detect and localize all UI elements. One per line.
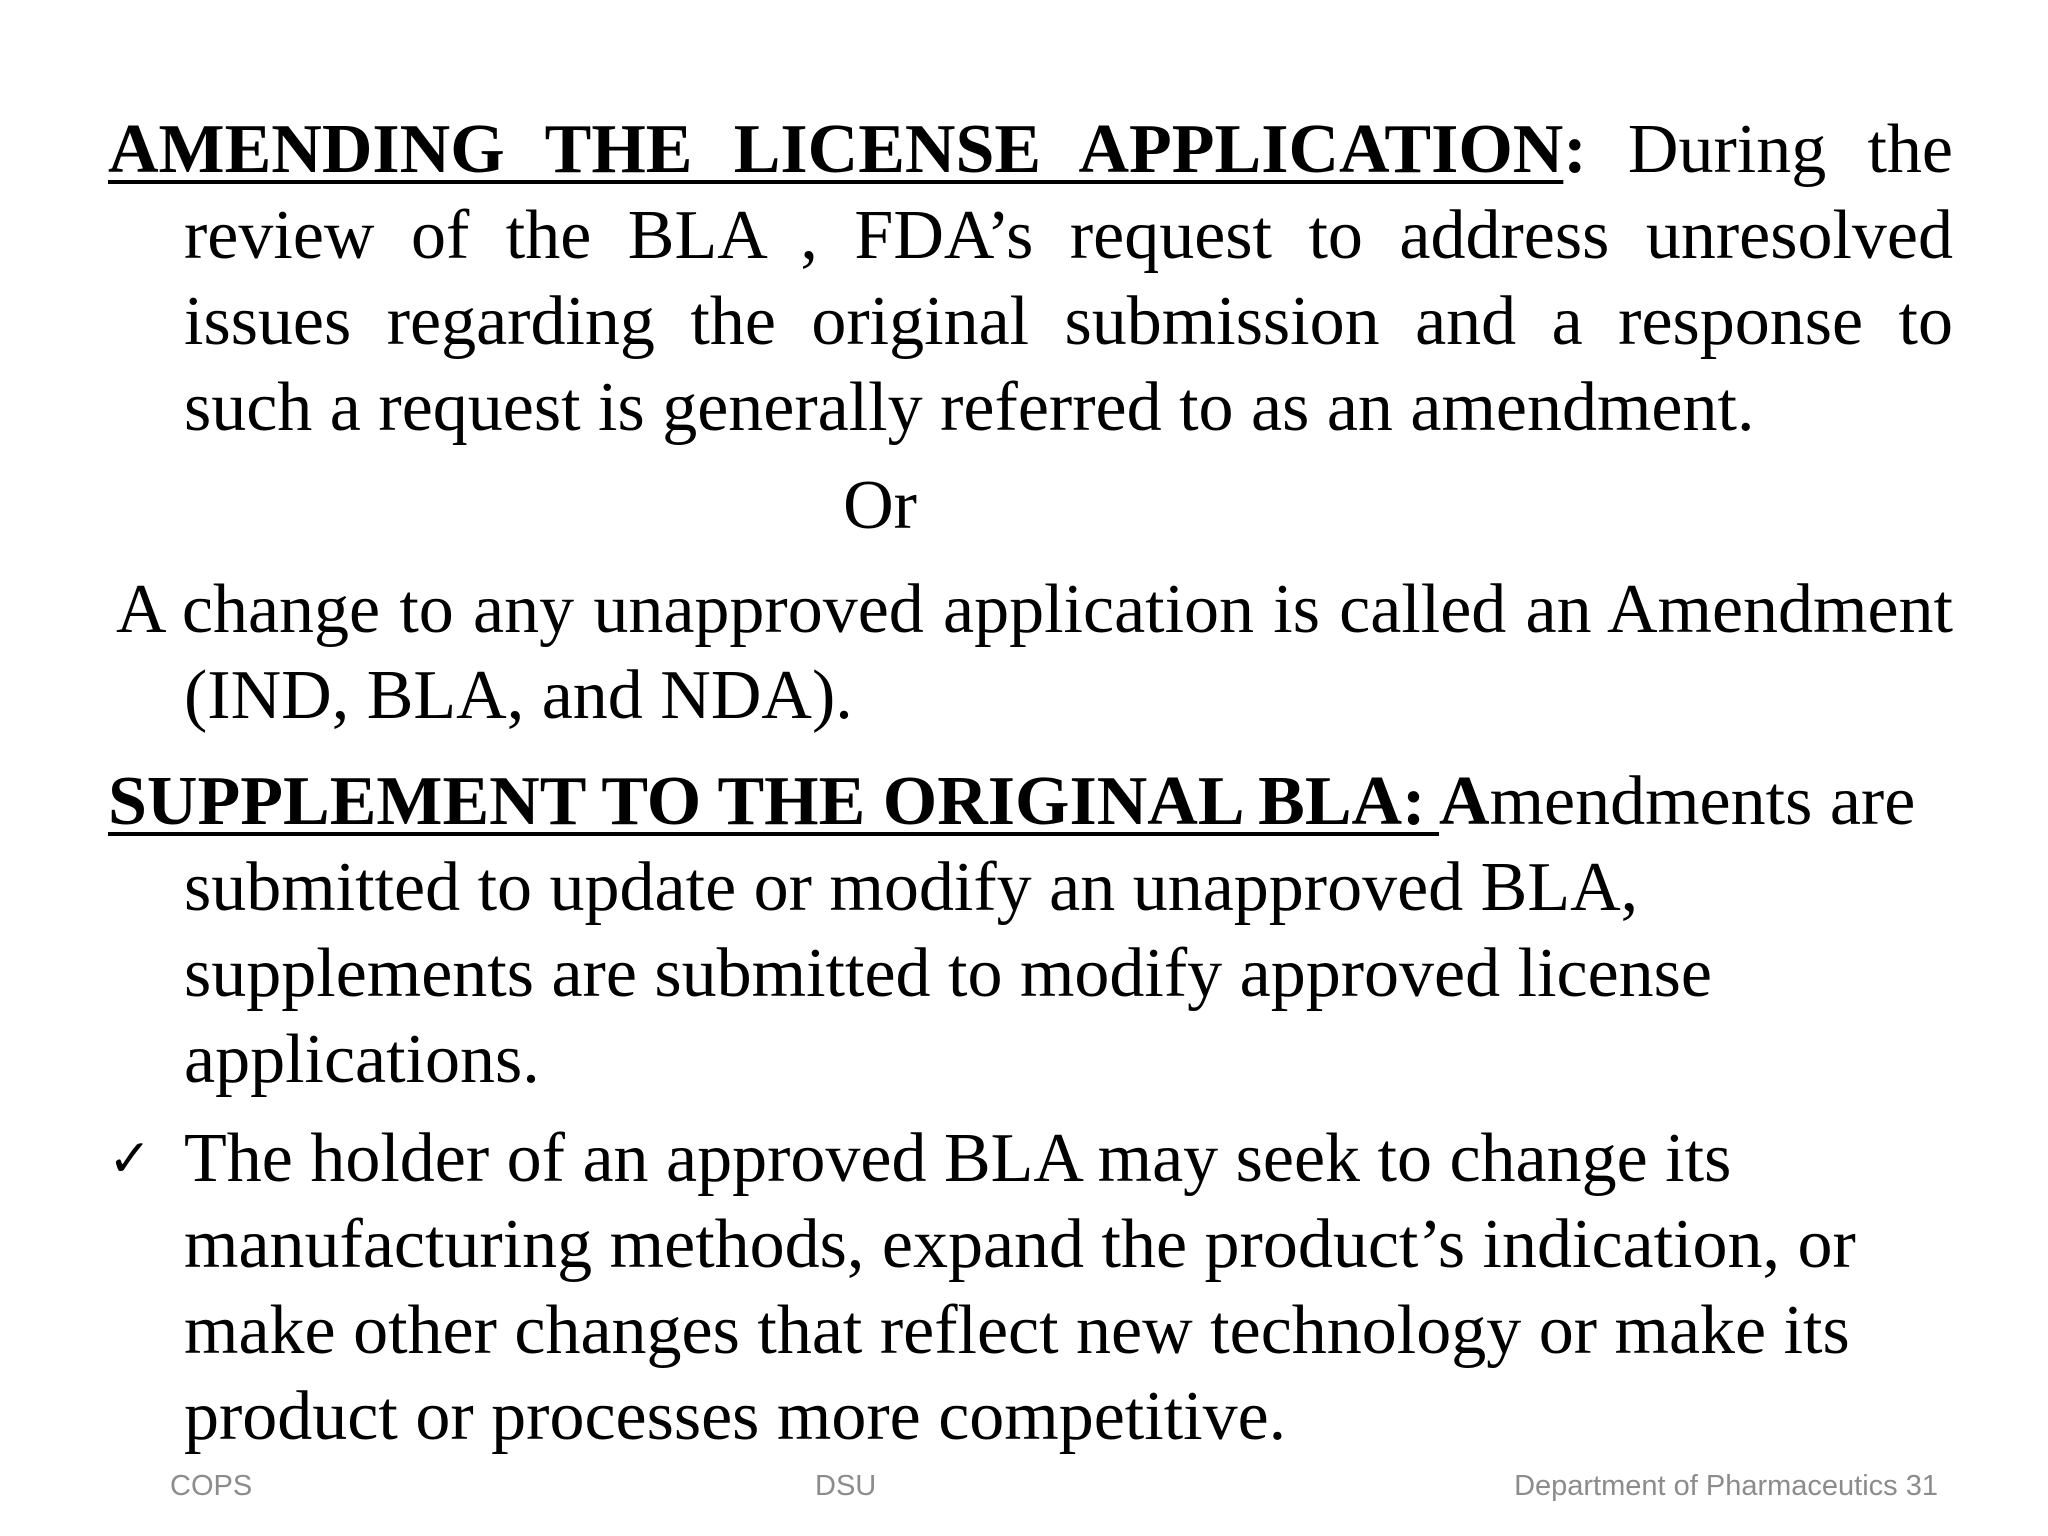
- checkmark-icon: ✓: [108, 1129, 152, 1189]
- change-paragraph: [108, 567, 1953, 739]
- supplement-text-first-letter: A: [1439, 763, 1490, 840]
- footer-center: DSU: [815, 1470, 877, 1502]
- bullet-item: [108, 1116, 1953, 1460]
- footer-left: COPS: [170, 1470, 253, 1502]
- amending-heading-colon: :: [1563, 111, 1587, 188]
- footer-right: Department of Pharmaceutics 31: [1514, 1470, 1938, 1502]
- supplement-text: mendments are submitted to update or modify an unapproved BLA, supplements are submitted to modify approved license applications.: [184, 763, 1916, 1098]
- amending-paragraph: [108, 107, 1953, 451]
- change-text: A change to any unapproved application is called an Amendment (IND, BLA, and NDA).: [116, 571, 1953, 734]
- supplement-heading: SUPPLEMENT TO THE ORIGINAL BLA:: [108, 763, 1440, 840]
- bullet-text: The holder of an approved BLA may seek to change its manufacturing methods, expand the product’s indication, or make other changes that reflect new technology or make its product or processes more competitive.: [184, 1120, 1856, 1455]
- supplement-paragraph: [108, 759, 1953, 1103]
- or-separator: Or: [843, 467, 917, 544]
- amending-text: During the review of the BLA , FDA’s request to address unresolved issues regarding the original submission and a response to such a request is generally referred to as an amendment.: [184, 111, 1953, 446]
- amending-heading: AMENDING THE LICENSE APPLICATION: [108, 111, 1564, 188]
